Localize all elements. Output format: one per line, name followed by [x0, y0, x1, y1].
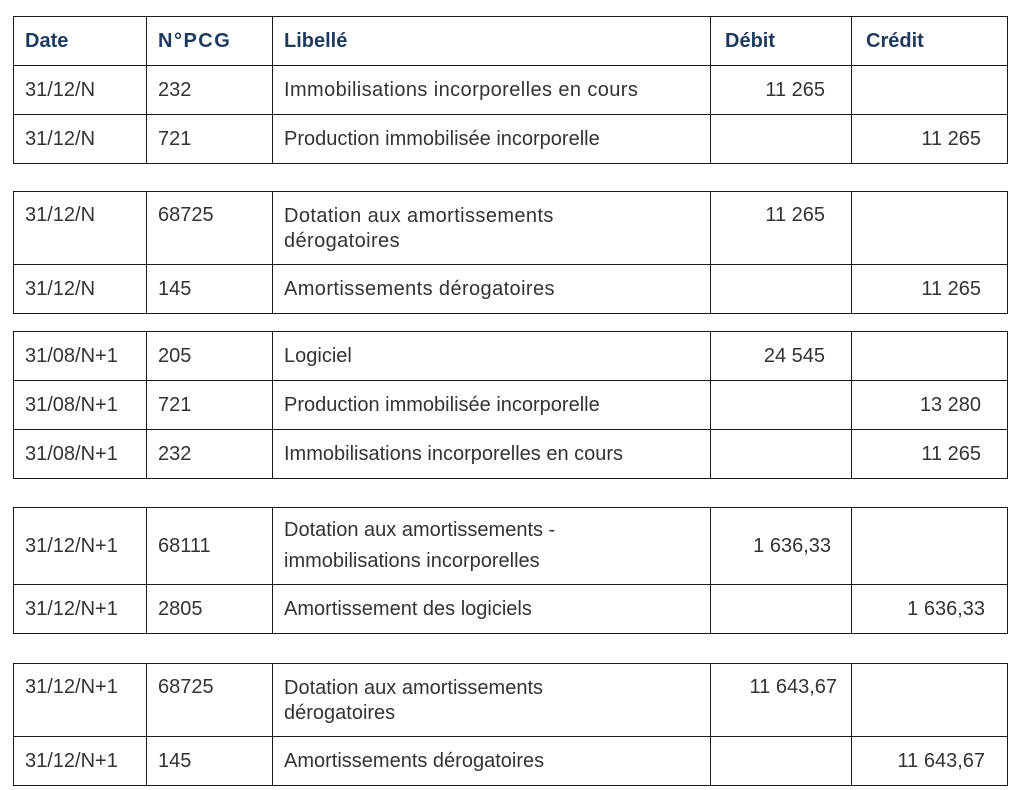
cell-libelle: Immobilisations incorporelles en cours — [273, 66, 711, 115]
cell-pcg: 68725 — [147, 664, 273, 737]
table-header-row — [14, 17, 1008, 66]
cell-date: 31/12/N+1 — [14, 508, 147, 585]
cell-libelle: Immobilisations incorporelles en cours — [273, 430, 711, 479]
cell-credit: 11 265 — [852, 115, 1008, 164]
cell-date: 31/12/N — [14, 66, 147, 115]
cell-libelle: Dotation aux amortissements - immobilisations incorporelles — [273, 508, 711, 585]
table-row — [14, 381, 1008, 430]
cell-libelle: Amortissement des logiciels — [273, 585, 711, 634]
table-row — [14, 508, 1008, 585]
table-row — [14, 664, 1008, 737]
cell-debit: 11 265 — [711, 192, 852, 265]
cell-pcg: 205 — [147, 332, 273, 381]
table-row — [14, 66, 1008, 115]
cell-debit — [711, 265, 852, 314]
cell-pcg: 145 — [147, 265, 273, 314]
cell-date: 31/12/N+1 — [14, 585, 147, 634]
cell-pcg: 68111 — [147, 508, 273, 585]
table-row — [14, 332, 1008, 381]
cell-libelle: Logiciel — [273, 332, 711, 381]
cell-credit: 13 280 — [852, 381, 1008, 430]
cell-date: 31/08/N+1 — [14, 381, 147, 430]
cell-date: 31/08/N+1 — [14, 430, 147, 479]
journal-table-entry-2 — [13, 191, 1008, 314]
cell-date: 31/12/N+1 — [14, 664, 147, 737]
cell-debit: 11 265 — [711, 66, 852, 115]
cell-credit — [852, 66, 1008, 115]
cell-debit — [711, 585, 852, 634]
cell-pcg: 721 — [147, 115, 273, 164]
cell-pcg: 68725 — [147, 192, 273, 265]
cell-debit — [711, 115, 852, 164]
cell-credit — [852, 332, 1008, 381]
cell-date: 31/12/N+1 — [14, 737, 147, 786]
cell-libelle: Dotation aux amortissements dérogatoires — [273, 192, 711, 265]
cell-debit — [711, 381, 852, 430]
journal-table-entry-4 — [13, 507, 1008, 634]
cell-debit: 24 545 — [711, 332, 852, 381]
cell-pcg: 232 — [147, 430, 273, 479]
cell-credit: 11 265 — [852, 430, 1008, 479]
cell-libelle: Amortissements dérogatoires — [273, 737, 711, 786]
cell-libelle: Amortissements dérogatoires — [273, 265, 711, 314]
table-row — [14, 265, 1008, 314]
cell-debit — [711, 430, 852, 479]
table-row — [14, 585, 1008, 634]
cell-libelle: Production immobilisée incorporelle — [273, 115, 711, 164]
table-row — [14, 737, 1008, 786]
journal-table-entry-5 — [13, 663, 1008, 786]
cell-debit: 1 636,33 — [711, 508, 852, 585]
cell-credit: 1 636,33 — [852, 585, 1008, 634]
cell-credit: 11 643,67 — [852, 737, 1008, 786]
cell-libelle: Production immobilisée incorporelle — [273, 381, 711, 430]
cell-credit — [852, 192, 1008, 265]
header-pcg: N°PCG — [147, 17, 273, 66]
cell-pcg: 721 — [147, 381, 273, 430]
header-debit: Débit — [711, 17, 852, 66]
table-row — [14, 192, 1008, 265]
header-libelle: Libellé — [273, 17, 711, 66]
journal-table-entry-3 — [13, 331, 1008, 479]
cell-credit — [852, 664, 1008, 737]
cell-pcg: 145 — [147, 737, 273, 786]
cell-libelle: Dotation aux amortissements dérogatoires — [273, 664, 711, 737]
header-credit: Crédit — [852, 17, 1008, 66]
cell-debit: 11 643,67 — [711, 664, 852, 737]
cell-date: 31/08/N+1 — [14, 332, 147, 381]
cell-credit: 11 265 — [852, 265, 1008, 314]
cell-pcg: 2805 — [147, 585, 273, 634]
cell-date: 31/12/N — [14, 192, 147, 265]
header-date: Date — [14, 17, 147, 66]
cell-credit — [852, 508, 1008, 585]
cell-date: 31/12/N — [14, 265, 147, 314]
journal-table-entry-1 — [13, 16, 1008, 164]
cell-date: 31/12/N — [14, 115, 147, 164]
table-row — [14, 430, 1008, 479]
table-row — [14, 115, 1008, 164]
cell-pcg: 232 — [147, 66, 273, 115]
cell-debit — [711, 737, 852, 786]
